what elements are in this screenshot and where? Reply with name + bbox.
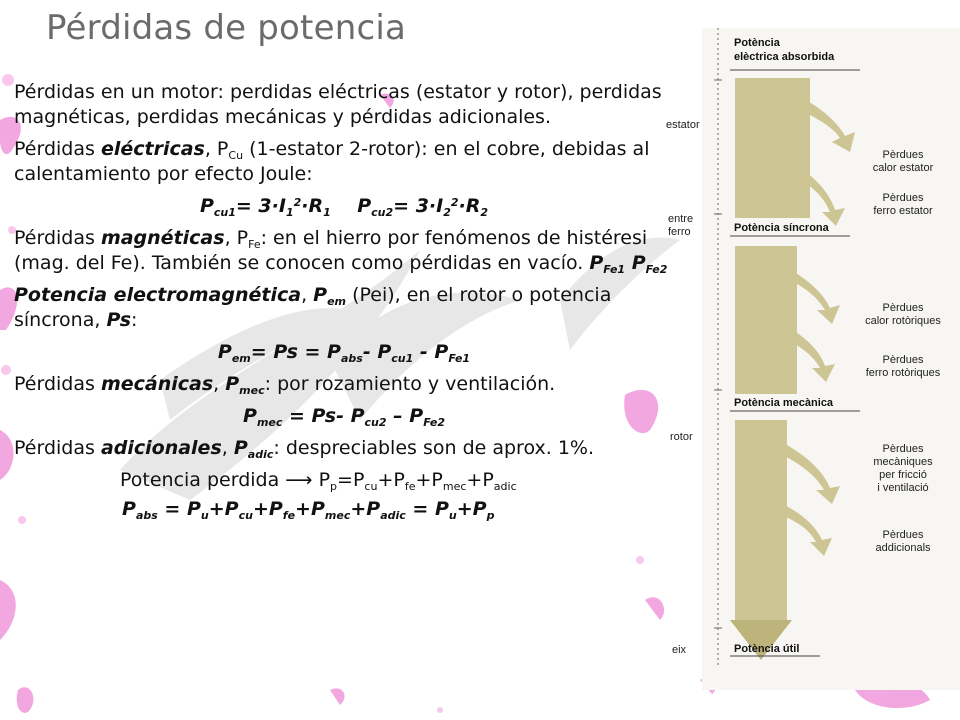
loss-iron-rotor-line1: Pèrdues (882, 354, 924, 366)
loss-mechanical-line1: Pèrdues (882, 443, 924, 455)
label-absorbed-power-1: Potència (734, 37, 780, 49)
paragraph-intro: Pérdidas en un motor: perdidas eléctricas (estator y rotor), perdidas magnéticas, perdidas mecánicas y pérdidas adicionales. (14, 81, 662, 128)
label-mechanical-power: Potència mecànica (734, 397, 834, 409)
label-synchronous-power: Potència síncrona (734, 222, 829, 234)
paragraph-electromagnetic-power: Potencia electromagnética, $P_{em}$ (Pei), en el rotor o potencia síncrona, Ps: (14, 284, 612, 331)
equation-absorbed-power: $P_{abs} = P_u+P_{cu}+P_{fe}+P_{mec}+P_{adic} = P_u+P_p$ (122, 498, 495, 522)
power-flow-diagram (660, 28, 960, 690)
equation-electromagnetic-power: $P_{em}= Ps = P_{abs}-$ $P_{cu1} - P_{Fe1}$ (217, 341, 471, 365)
label-useful-power: Potència útil (734, 643, 800, 655)
page-title: Pérdidas de potencia (46, 8, 407, 48)
zone-gap-1: entre (668, 213, 694, 225)
paragraph-mechanical-losses: Pérdidas mecánicas, $P_{mec}$: por rozamiento y ventilación. (14, 373, 556, 397)
label-absorbed-power-2: elèctrica absorbida (734, 51, 835, 63)
paragraph-magnetic-losses: Pérdidas magnéticas, $P_{Fe}$: en el hierro por fenómenos de histéresi (mag. del Fe). También se conocen como pérdidas en vacío. $P_{Fe1}$ $P_{Fe2}$ (14, 227, 668, 276)
loss-heat-stator-line2: calor estator (872, 162, 934, 174)
loss-additional-line2: addicionals (875, 542, 931, 554)
loss-iron-stator-line1: Pèrdues (882, 192, 924, 204)
zone-gap-2: ferro (668, 226, 691, 238)
loss-additional-line1: Pèrdues (882, 529, 924, 541)
loss-heat-rotor-line2: calor rotòriques (865, 315, 941, 327)
loss-mechanical-line4: i ventilació (877, 482, 929, 494)
equation-mechanical-losses: $P_{mec} = Ps-$ $P_{cu2} - P_{Fe2}$ (243, 405, 445, 429)
loss-heat-rotor-line1: Pèrdues (882, 302, 924, 314)
paragraph-additional-losses: Pérdidas adicionales, $P_{adic}$: despreciables son de aprox. 1%. (14, 437, 594, 461)
equation-copper-losses: $P_{cu1}= 3\cdot I_1^2\cdot R_1$ $P_{cu2}= 3\cdot I_2^2\cdot R_2$ (199, 195, 489, 219)
loss-mechanical-line3: per fricció (879, 469, 927, 481)
equation-lost-power: Potencia perdida ⟶ $P_p=P_{cu}+P_{fe}+P_{mec}+P_{adic}$ (120, 469, 517, 493)
zone-stator: estator (666, 119, 700, 131)
zone-shaft: eix (672, 644, 687, 656)
loss-iron-rotor-line2: ferro rotòriques (865, 367, 941, 379)
zone-rotor: rotor (670, 431, 693, 443)
paragraph-electrical-losses: Pérdidas eléctricas, $P_{Cu}$ (1-estator 2-rotor): en el cobre, debidas al calentamiento por efecto Joule: (14, 138, 650, 185)
loss-heat-stator-line1: Pèrdues (882, 149, 924, 161)
slide-body (14, 80, 674, 522)
loss-mechanical-line2: mecàniques (873, 456, 933, 468)
loss-iron-stator-line2: ferro estator (873, 205, 933, 217)
